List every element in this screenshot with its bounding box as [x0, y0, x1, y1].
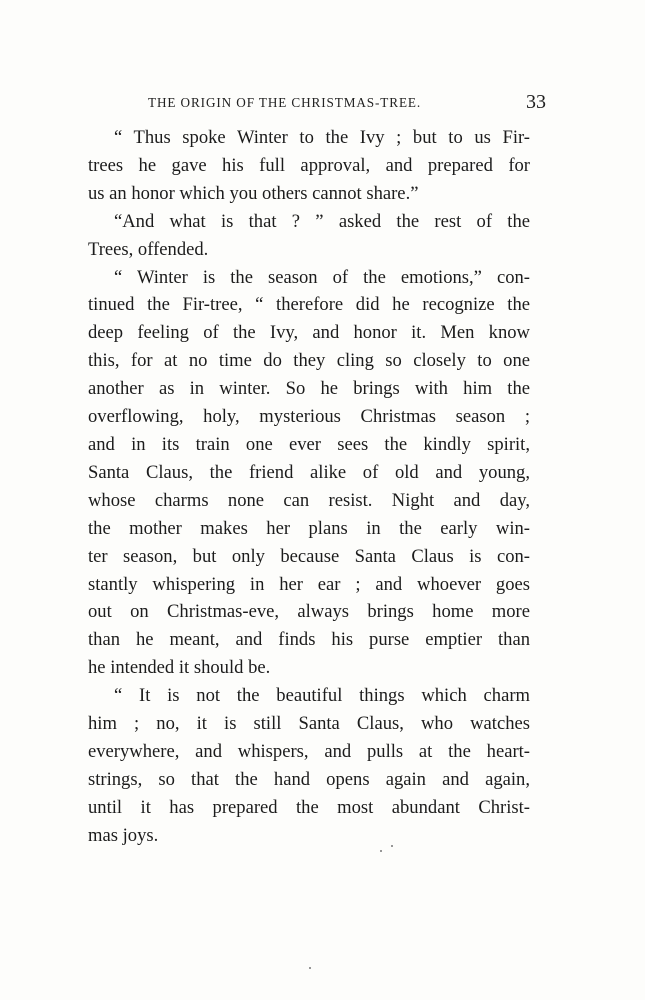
text-line: deep feeling of the Ivy, and honor it. Men know — [88, 322, 530, 344]
paragraph — [88, 682, 530, 849]
text-line: “ It is not the beautiful things which charm — [114, 685, 530, 707]
text-line: mas joys. — [88, 824, 159, 846]
text-line: the mother makes her plans in the early win- — [88, 517, 530, 539]
paper-speck — [380, 850, 382, 852]
text-line: whose charms none can resist. Night and day, — [88, 489, 530, 511]
text-line: “ Thus spoke Winter to the Ivy ; but to us Fir- — [114, 127, 530, 148]
body-text — [88, 124, 530, 850]
text-line: out on Christmas-eve, always brings home more — [88, 601, 530, 623]
text-line: until it has prepared the most abundant Christ- — [88, 796, 530, 818]
running-head — [148, 91, 546, 117]
text-line: than he meant, and finds his purse emptier than — [88, 629, 530, 651]
paragraph — [88, 264, 530, 683]
text-line: and in its train one ever sees the kindly spirit, — [88, 433, 530, 455]
text-line: us an honor which you others cannot share.” — [88, 182, 419, 204]
text-line: tinued the Fir-tree, “ therefore did he recognize the — [88, 294, 530, 316]
paper-speck — [309, 967, 311, 969]
paragraph — [88, 208, 530, 264]
text-line: this, for at no time do they cling so closely to one — [88, 350, 530, 372]
text-line: him ; no, it is still Santa Claus, who watches — [88, 713, 530, 735]
running-title: THE ORIGIN OF THE CHRISTMAS-TREE. — [148, 95, 422, 110]
text-line: stantly whispering in her ear ; and whoever goes — [88, 573, 530, 595]
text-line: overflowing, holy, mysterious Christmas season ; — [88, 406, 530, 428]
text-line: “And what is that ? ” asked the rest of the — [114, 210, 530, 232]
text-line: another as in winter. So he brings with him the — [88, 378, 530, 400]
text-line: Trees, offended. — [88, 238, 209, 260]
text-line: Santa Claus, the friend alike of old and young, — [88, 461, 530, 483]
text-line: “ Winter is the season of the emotions,” con- — [114, 266, 530, 288]
page-number: 33 — [526, 91, 546, 113]
text-line: ter season, but only because Santa Claus is con- — [88, 545, 530, 567]
text-line: trees he gave his full approval, and prepared for — [88, 154, 530, 176]
text-line: strings, so that the hand opens again and again, — [88, 768, 530, 790]
text-line: everywhere, and whispers, and pulls at the heart- — [88, 740, 530, 762]
text-line: he intended it should be. — [88, 657, 271, 679]
paragraph — [88, 124, 530, 208]
